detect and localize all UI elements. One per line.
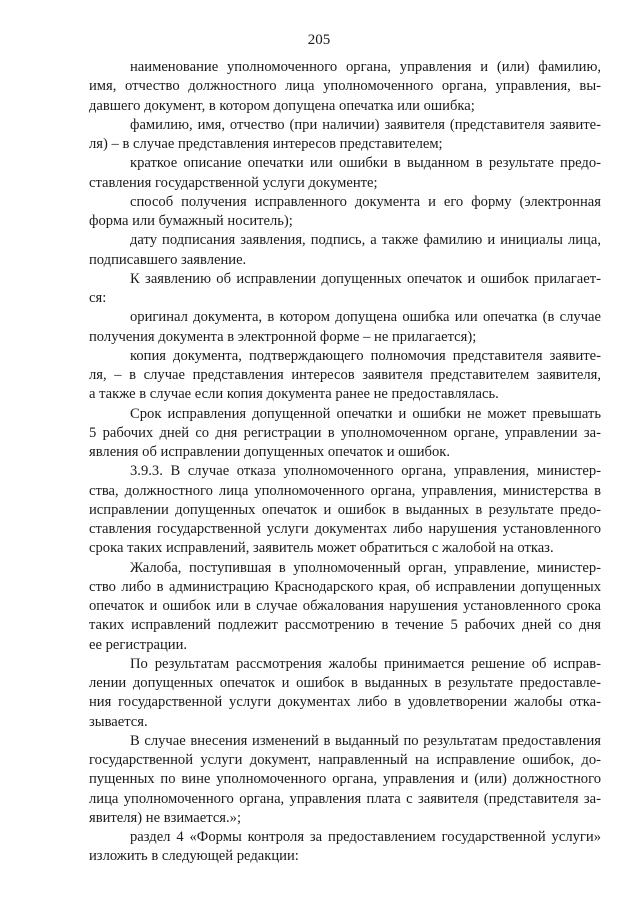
text-line: ство либо в администрацию Краснодарского края, об исправлении допущенных [89, 578, 601, 595]
text-line: ставления государственной услуги документе; [89, 174, 378, 191]
text-line: срока таких исправлений, заявитель может обратиться с жалобой на отказ. [89, 540, 554, 557]
text-line: таких исправлений подлежит рассмотрению в течение 5 рабочих дней со дня [89, 617, 601, 634]
text-line: зывается. [89, 713, 148, 730]
text-line: раздел 4 «Формы контроля за предоставлением государственной услуги» [130, 829, 601, 845]
text-line: ее регистрации. [89, 636, 188, 653]
text-line: ля, – в случае представления интересов заявителя представителем заявителя, [89, 367, 601, 383]
text-line: исправлении допущенных опечаток и ошибок в выданных в результате предо- [89, 501, 601, 518]
text-line: оригинал документа, в котором допущена ошибка или опечатка (в случае [130, 309, 601, 326]
text-line: явления об исправлении допущенных опечаток и ошибок. [89, 444, 450, 460]
text-line: явителя) не взимается.»; [89, 809, 242, 826]
text-line: имя, отчество должностного лица уполномоченного органа, управления, вы- [89, 78, 601, 95]
text-line: наименование уполномоченного органа, управления и (или) фамилию, [130, 59, 601, 75]
text-line: пущенных по вине уполномоченного органа, управления и (или) должностного [89, 771, 601, 788]
text-line: Жалоба, поступившая в уполномоченный орган, управление, министер- [130, 559, 601, 576]
text-line: получения документа в электронной форме – не прилагается); [89, 328, 477, 345]
text-line: ства, должностного лица уполномоченного органа, управления, министерства в [89, 482, 601, 499]
text-line: подписавшего заявление. [89, 251, 247, 268]
text-line: изложить в следующей редакции: [89, 848, 299, 865]
text-line: В случае внесения изменений в выданный по результатам предоставления [130, 732, 601, 749]
text-line: способ получения исправленного документа и его форму (электронная [130, 193, 601, 210]
text-line: К заявлению об исправлении допущенных опечаток и ошибок прилагает- [130, 270, 601, 287]
text-line: копия документа, подтверждающего полномочия представителя заявите- [130, 347, 601, 364]
text-line: По результатам рассмотрения жалобы принимается решение об исправ- [130, 655, 601, 672]
text-line: лении допущенных опечаток и ошибок в выданных в результате предоставле- [89, 675, 601, 691]
document-body [89, 58, 601, 867]
text-line: дату подписания заявления, подпись, а также фамилию и инициалы лица, [130, 232, 601, 249]
text-line: а также в случае если копия документа ранее не предоставлялась. [89, 386, 499, 403]
text-line: государственной услуги документ, направленный на исправление ошибок, до- [89, 752, 601, 768]
text-line: опечаток и ошибок или в случае обжалования нарушения установленного срока [89, 598, 601, 614]
text-line: лица уполномоченного органа, управления плата с заявителя (представителя за- [89, 790, 601, 807]
text-line: ния государственной услуги документах либо в удовлетворении жалобы отка- [89, 694, 601, 711]
text-line: ся: [89, 290, 107, 306]
text-line: ставления государственной услуги документах либо нарушения установленного [89, 521, 601, 537]
text-line: 3.9.3. В случае отказа уполномоченного органа, управления, министер- [130, 463, 601, 480]
text-line: давшего документ, в котором допущена опечатка или ошибка; [89, 97, 475, 114]
text-line: форма или бумажный носитель); [89, 213, 293, 229]
text-line: 5 рабочих дней со дня регистрации в уполномоченном органе, управлении за- [89, 424, 601, 441]
text-line: фамилию, имя, отчество (при наличии) заявителя (представителя заявите- [130, 116, 601, 133]
text-line: ля) – в случае представления интересов представителем; [89, 136, 443, 152]
text-line: краткое описание опечатки или ошибки в выданном в результате предо- [130, 155, 601, 172]
text-line: Срок исправления допущенной опечатки и ошибки не может превышать [130, 405, 601, 422]
page-number: 205 [307, 32, 331, 48]
